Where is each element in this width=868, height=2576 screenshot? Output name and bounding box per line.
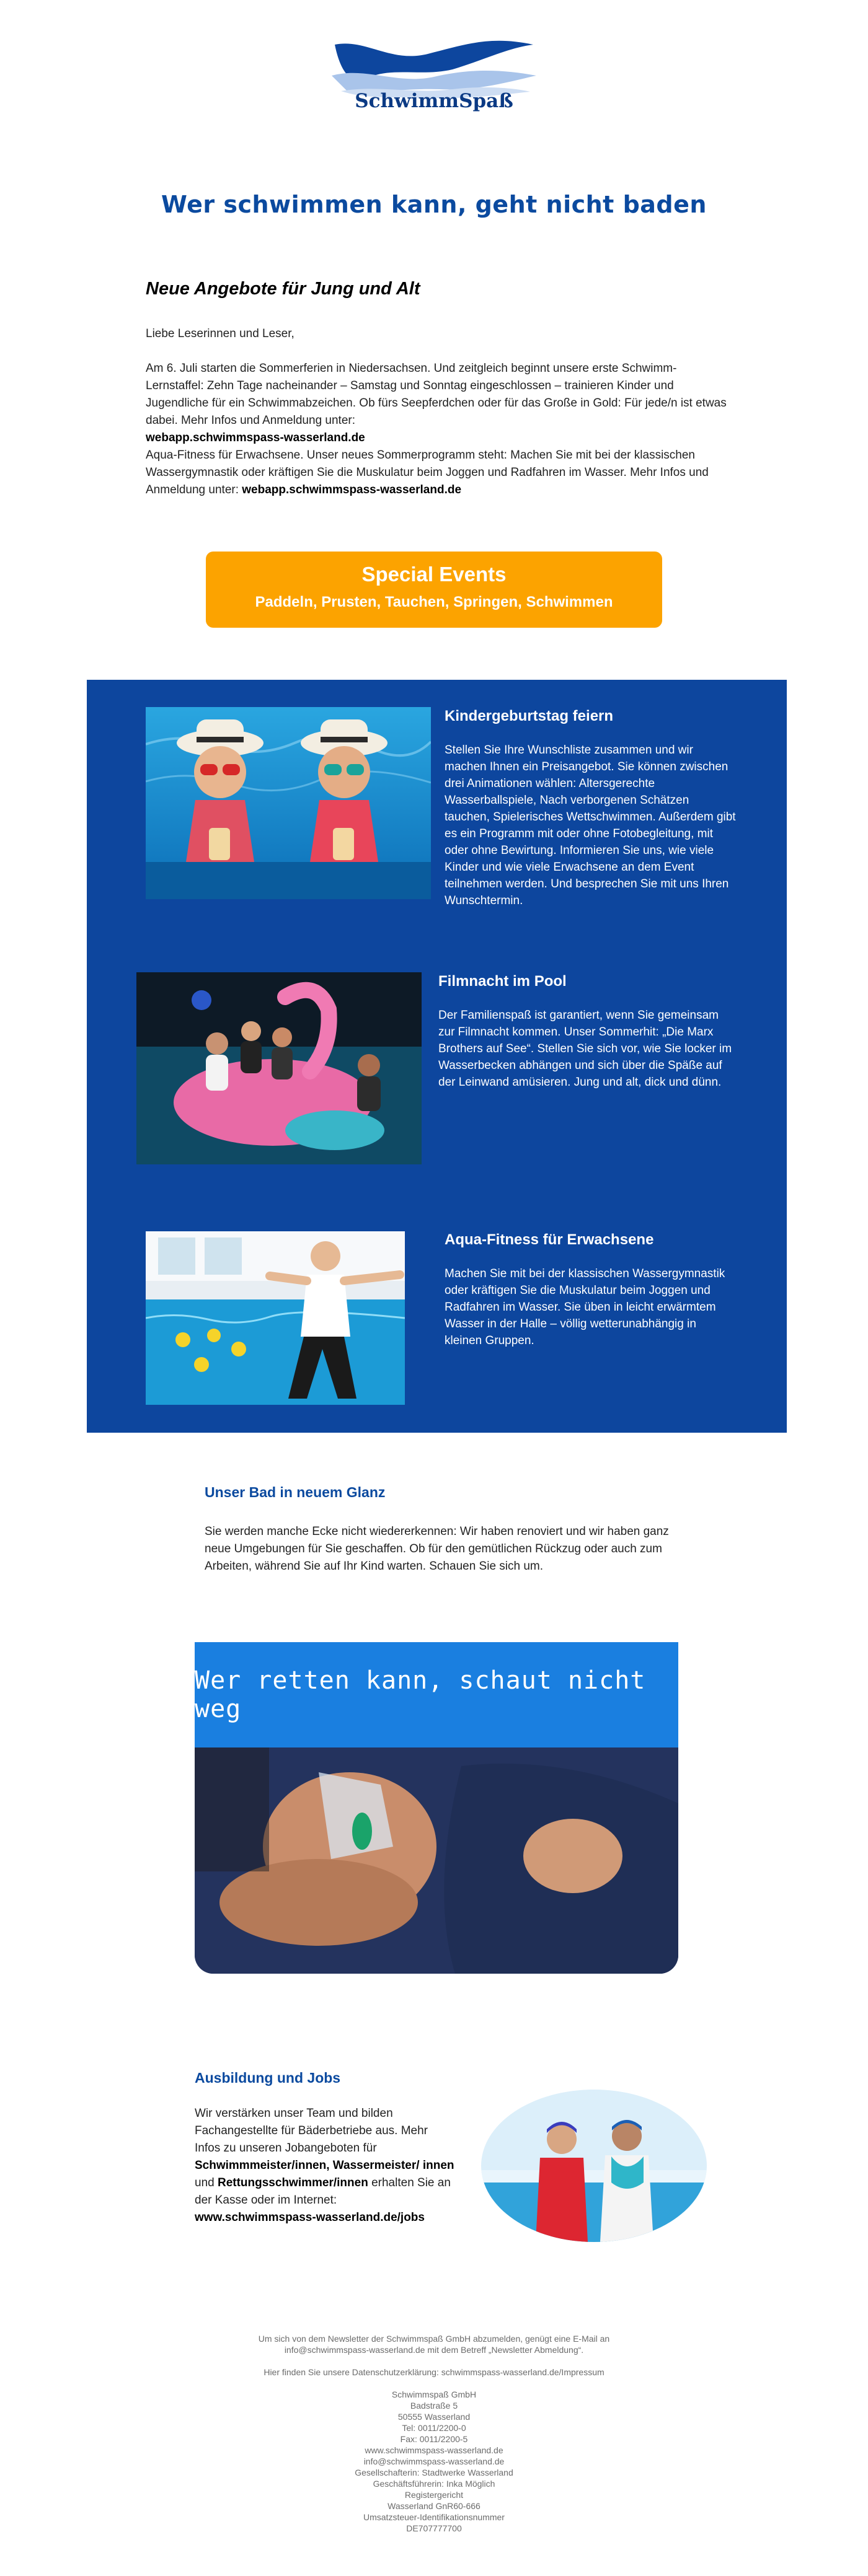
footer-line: Registergericht <box>404 2490 464 2500</box>
jobs-title: Ausbildung und Jobs <box>195 2070 341 2086</box>
lifeguards-photo <box>481 2090 707 2242</box>
jobs-bold-1: Schwimmmeister/innen, Wassermeister/ innen <box>195 2159 454 2172</box>
event-text-filmnacht: Der Familienspaß ist garantiert, wenn Sie gemeinsam zur Filmnacht kommen. Unser Sommerhit: „Die Marx Brothers auf See“. Stellen Sie sich vor, wie Sie locker im Wasserbecken abhängen und sich über die Späße auf der Leinwand amüsieren. Jung und alt, dick und dünn. <box>438 1009 732 1089</box>
rescue-banner <box>195 1642 678 1747</box>
jobs-section <box>195 2070 455 2227</box>
event-title-kindergeburtstag: Kindergeburtstag feiern <box>445 708 614 724</box>
logo-wordmark: SchwimmSpaß <box>355 90 513 112</box>
jobs-text-2: und <box>195 2176 215 2189</box>
jobs-bold-2: Rettungsschwimmer/innen <box>217 2176 368 2189</box>
footer-privacy[interactable]: Hier finden Sie unsere Datenschutzerklärung: schwimmspass-wasserland.de/Impressum <box>264 2367 604 2377</box>
kids-birthday-photo <box>146 707 431 899</box>
jobs-text-1: Wir verstärken unser Team und bilden Fachangestellte für Bäderbetriebe aus. Mehr Infos zu unseren Jobangeboten für <box>195 2107 428 2155</box>
intro-p1-text: Am 6. Juli starten die Sommerferien in Niedersachsen. Und zeitgleich beginnt unsere erste Schwimm-Lernstaffel: Zehn Tage nacheinander – Samstag und Sonntag eingeschlossen – trainieren Kinder und Jugendliche für ein Schwimmabzeichen. Ob fürs Seepferdchen oder für das Große in Gold: Für jede/n ist etwas dabei. Mehr Infos und Anmeldung unter: <box>146 362 727 427</box>
footer-line: 50555 Wasserland <box>397 2412 471 2422</box>
rescue-banner-text: Wer retten kann, schaut nicht weg <box>195 1666 646 1723</box>
movie-night-photo <box>136 972 422 1164</box>
event-text-aqua-fitness: Machen Sie mit bei der klassischen Wassergymnastik oder kräftigen Sie die Muskulatur beim Joggen und Radfahren im Wasser. Sie üben in leicht erwärmtem Wasser in der Halle – völlig wetterunabhängig in kleinen Gruppen. <box>445 1267 725 1347</box>
footer-line: Fax: 0011/2200-5 <box>400 2434 468 2444</box>
intro-greeting: Liebe Leserinnen und Leser, <box>146 327 294 340</box>
footer-line: Tel: 0011/2200-0 <box>402 2423 466 2433</box>
footer-unsubscribe: Um sich von dem Newsletter der Schwimmspaß GmbH abzumelden, genügt eine E-Mail an info@schwimmspass-wasserland.de mit dem Betreff „Newsletter Abmeldung“. <box>258 2334 610 2355</box>
renovation-text: Sie werden manche Ecke nicht wiedererkennen: Wir haben renoviert und wir haben ganz neue Umgebungen für Sie geschaffen. Ob für den gemütlichen Rückzug oder auch zum Arbeiten, während Sie auf Ihr Kind warten. Schauen Sie sich um. <box>205 1525 669 1573</box>
footer-line: Wasserland GnR60-666 <box>388 2501 480 2511</box>
footer-line: DE707777700 <box>406 2523 462 2533</box>
footer-line: Badstraße 5 <box>410 2401 458 2411</box>
renovation-title: Unser Bad in neuem Glanz <box>205 1484 386 1500</box>
footer-line: Geschäftsführerin: Inka Möglich <box>373 2479 495 2489</box>
aqua-fitness-photo <box>146 1231 405 1405</box>
page-headline: Wer schwimmen kann, geht nicht baden <box>161 191 707 218</box>
footer-line: Gesellschafterin: Stadtwerke Wasserland <box>355 2468 513 2477</box>
footer-imprint <box>248 2389 620 2534</box>
renovation-section <box>205 1484 676 1575</box>
rescue-teaser <box>195 1642 678 1974</box>
footer-website-link[interactable]: www.schwimmspass-wasserland.de <box>365 2445 503 2455</box>
event-title-aqua-fitness: Aqua-Fitness für Erwachsene <box>445 1231 654 1248</box>
footer-line: Umsatzsteuer-Identifikationsnummer <box>363 2512 505 2522</box>
intro-link-1[interactable]: webapp.schwimmspass-wasserland.de <box>146 431 365 444</box>
events-section <box>87 680 787 1433</box>
special-events-banner[interactable] <box>206 552 662 628</box>
intro-paragraph-1 <box>146 360 728 499</box>
intro-title: Neue Angebote für Jung und Alt <box>146 279 420 299</box>
footer-email-link[interactable]: info@schwimmspass-wasserland.de <box>363 2456 505 2466</box>
special-events-subtitle: Paddeln, Prusten, Tauchen, Springen, Schwimmen <box>255 594 613 610</box>
intro-section <box>146 279 728 499</box>
jobs-link[interactable]: www.schwimmspass-wasserland.de/jobs <box>195 2211 425 2224</box>
event-title-filmnacht: Filmnacht im Pool <box>438 973 567 990</box>
event-text-kindergeburtstag: Stellen Sie Ihre Wunschliste zusammen und wir machen Ihnen ein Preisangebot. Sie können zwischen drei Animationen wählen: Altersgerechte Wasserballspiele, Nach verborgenen Schätzen tauchen, Spielerisches Wettschwimmen. Außerdem gibt es ein Programm mit oder ohne Fotobegleitung, mit oder ohne Bewirtung. Informieren Sie uns, wie viele Kinder und wie viele Erwachsene an dem Event teilnehmen werden. Und besprechen Sie mit uns Ihren Wunschtermin. <box>445 744 736 907</box>
intro-link-2[interactable]: webapp.schwimmspass-wasserland.de <box>242 483 462 496</box>
special-events-title: Special Events <box>361 563 507 586</box>
footer-line: Schwimmspaß GmbH <box>391 2389 477 2399</box>
intro-p2-text: Aqua-Fitness für Erwachsene. Unser neues Sommerprogramm steht: Machen Sie mit bei der klassischen Wassergymnastik oder kräftigen Sie die Muskulatur beim Joggen und Radfahren im Wasser. Mehr Infos und Anmeldung unter: <box>146 449 709 496</box>
footer <box>248 2333 620 2534</box>
jobs-text <box>195 2105 455 2227</box>
jobs-text-3: erhalten Sie an der Kasse oder im Internet: <box>195 2176 451 2207</box>
